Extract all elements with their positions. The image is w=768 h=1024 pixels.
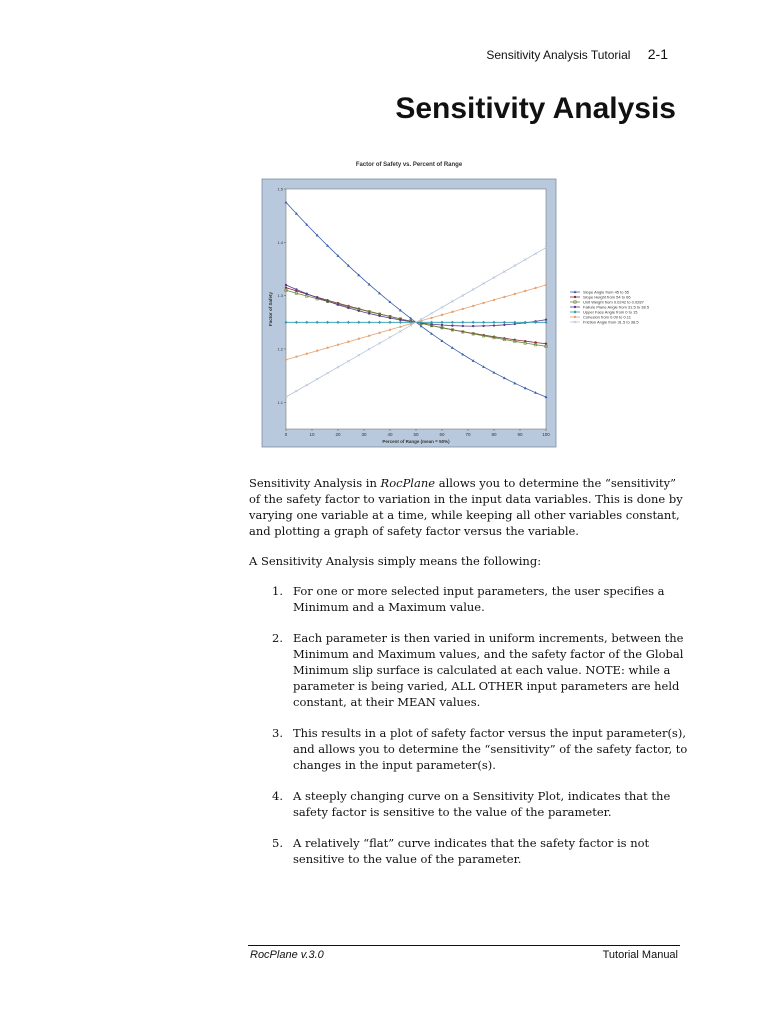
legend-label: Failure Plane Angle from 31.5 to 38.5 [583,304,650,310]
data-point [472,305,474,307]
footer-rule [248,945,680,946]
data-point [306,352,308,354]
data-point [337,344,339,346]
data-point [399,326,401,328]
intro-part1: Sensitivity Analysis in [249,476,381,490]
y-tick-label: 1.4 [277,239,283,245]
data-point [462,308,464,310]
data-point [337,304,339,306]
step-number: 1. [272,584,283,598]
legend-label: Unit Weight from 0.0242 to 0.0287 [583,299,644,305]
data-point [295,355,297,357]
data-point [378,315,380,317]
data-point [472,325,474,327]
data-point [493,299,495,301]
page-number: 2-1 [647,46,668,62]
data-point [389,329,391,331]
sensitivity-chart [250,155,680,455]
y-tick-label: 1.2 [277,346,283,352]
steps-list [249,583,689,867]
y-tick-label: 1.5 [277,186,283,192]
body-text [249,475,689,882]
list-item [249,788,689,820]
x-tick-label: 50 [413,432,419,437]
data-point [285,286,287,288]
data-point [316,350,318,352]
product-name: RocPlane [380,476,436,490]
intro-part2: allows you to determine the “sensitivity” of the safety factor to variation in the input data variables. This is done by varying one variable at a time, while keeping all other variables constant, and plotting a graph of safety factor versus the variable. [249,476,683,538]
legend-label: Slope Angle from 45 to 55 [583,289,630,295]
data-point [482,302,484,304]
x-tick-label: 10 [309,432,315,437]
list-item [249,835,689,867]
list-item [249,725,689,773]
data-point [358,310,360,312]
step-text: A relatively “flat” curve indicates that the safety factor is not sensitive to the value of the parameter. [293,836,650,866]
data-point [574,306,576,308]
x-tick-label: 100 [542,432,550,437]
step-number: 4. [272,789,283,803]
data-point [368,312,370,314]
data-point [451,311,453,313]
x-tick-label: 80 [491,432,497,437]
data-point [482,325,484,327]
data-point [534,287,536,289]
data-point [358,338,360,340]
intro-paragraph [249,475,689,539]
x-tick-label: 60 [439,432,445,437]
data-point [441,324,443,326]
data-point [316,296,318,298]
y-tick-label: 1.1 [277,399,283,405]
footer-product: RocPlane v.3.0 [250,949,324,961]
data-point [368,335,370,337]
list-item [249,630,689,710]
step-text: Each parameter is then varied in uniform increments, between the Minimum and Maximum values, and the safety factor of the Global Minimum slip surface is calculated at each value. NOTE: while a parameter is being varied, ALL OTHER input parameters are held constant, at their MEAN values. [293,631,684,709]
running-title: Sensitivity Analysis Tutorial [486,48,631,62]
data-point [573,310,576,313]
legend-label: Cohesion from 0.09 to 0.11 [583,314,631,320]
data-point [326,300,328,302]
chart-svg [250,155,680,455]
legend-label: Friction Angle from 31.5 to 38.5 [583,319,639,325]
step-text: A steeply changing curve on a Sensitivity Plot, indicates that the safety factor is sensitive to the value of the parameter. [293,789,671,819]
data-point [514,293,516,295]
y-tick-label: 1.3 [277,293,283,299]
x-tick-label: 90 [517,432,523,437]
list-item [249,583,689,615]
data-point [347,341,349,343]
data-point [493,324,495,326]
data-point [574,296,576,298]
data-point [545,284,547,286]
x-tick-label: 30 [361,432,367,437]
data-point [503,324,505,326]
x-tick-label: 20 [335,432,341,437]
data-point [545,318,547,320]
data-point [347,307,349,309]
step-text: This results in a plot of safety factor versus the input parameter(s), and allows you to determine the “sensitivity” of the safety factor, to changes in the input parameter(s). [293,726,688,772]
data-point [378,332,380,334]
data-point [451,324,453,326]
x-tick-label: 0 [284,432,288,437]
footer-manual: Tutorial Manual [602,949,678,961]
data-point [545,342,547,344]
data-point [285,284,287,286]
data-point [514,339,516,341]
legend-label: Slope Height from 54 to 66 [583,294,631,300]
step-text: For one or more selected input parameters, the user specifies a Minimum and a Maximum value. [293,584,665,614]
chart-title: Factor of Safety vs. Percent of Range [355,162,463,168]
data-point [503,296,505,298]
lead-paragraph: A Sensitivity Analysis simply means the following: [249,554,542,568]
data-point [295,288,297,290]
running-header [486,46,668,62]
x-axis-label: Percent of Range (mean = 50%) [382,439,450,444]
x-tick-label: 70 [465,432,471,437]
step-number: 5. [272,836,283,850]
y-axis-label: Factor of Safety [268,291,273,327]
x-tick-label: 40 [387,432,393,437]
page-title: Sensitivity Analysis [395,92,676,125]
step-number: 3. [272,726,283,740]
data-point [326,347,328,349]
data-point [441,314,443,316]
plot-area [286,189,546,429]
data-point [306,292,308,294]
legend-label: Upper Face Angle from 0 to 15 [583,309,638,315]
data-point [285,358,287,360]
data-point [430,317,432,319]
data-point [389,317,391,319]
step-number: 2. [272,631,283,645]
data-point [462,325,464,327]
data-point [524,290,526,292]
data-point [574,316,576,318]
